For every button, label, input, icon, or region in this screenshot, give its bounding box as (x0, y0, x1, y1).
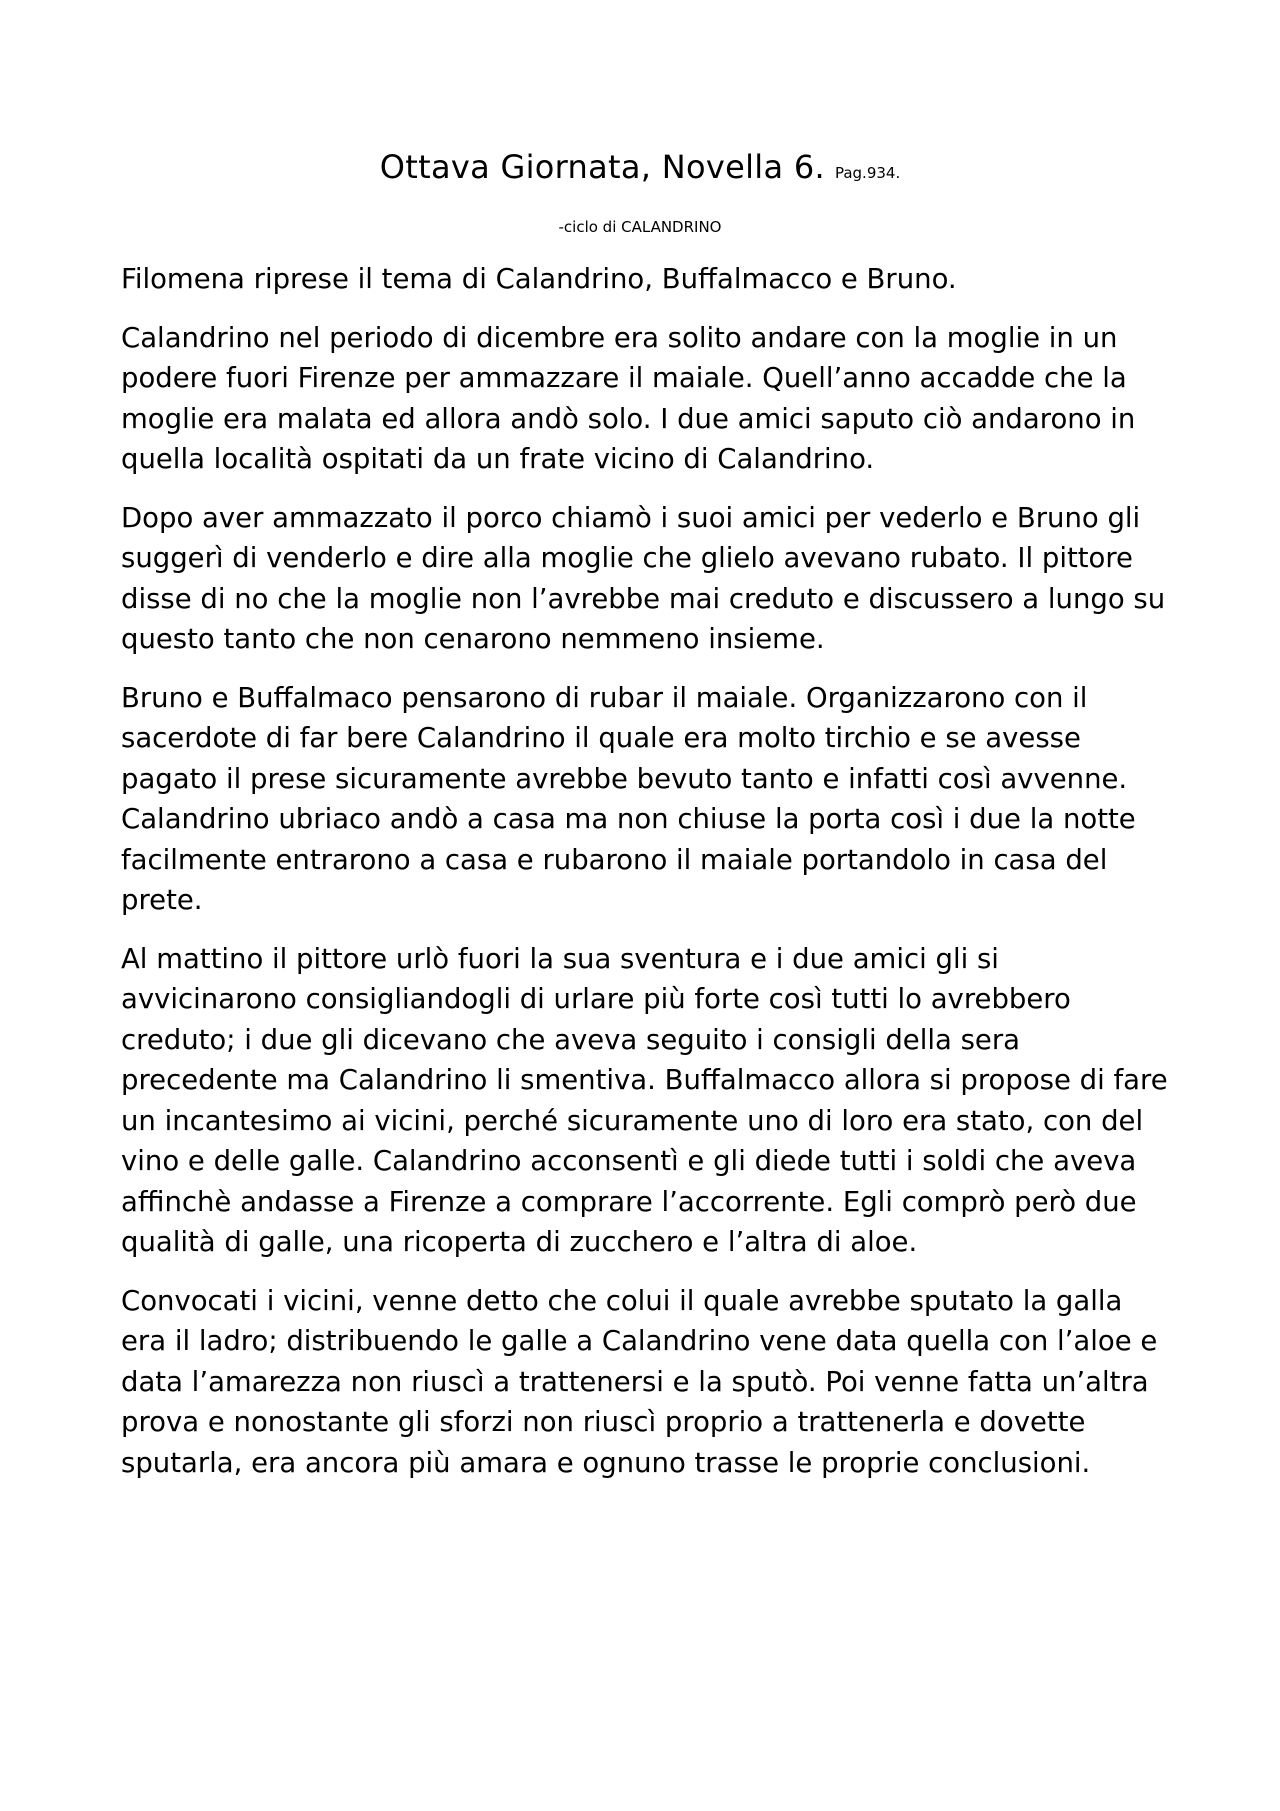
page-reference: Pag.934. (834, 164, 901, 182)
document-body (121, 259, 1171, 1501)
document-title: Ottava Giornata, Novella 6. (379, 148, 825, 186)
document-subtitle: -ciclo di CALANDRINO (558, 218, 722, 236)
paragraph: Dopo aver ammazzato il porco chiamò i suoi amici per vederlo e Bruno gli suggerì di venderlo e dire alla moglie che glielo avevano rubato. Il pittore disse di no che la moglie non l’avrebbe mai creduto e discussero a lungo su questo tanto che non cenarono nemmeno insieme. (121, 501, 1166, 655)
paragraph: Filomena riprese il tema di Calandrino, Buffalmacco e Bruno. (121, 263, 957, 295)
paragraph: Convocati i vicini, venne detto che colui il quale avrebbe sputato la galla era il ladro; distribuendo le galle a Calandrino vene data quella con l’aloe e data l’amarezza non riuscì a trattenersi e la sputò. Poi venne fatta un’altra prova e nonostante gli sforzi non riuscì proprio a trattenerla e dovette sputarla, era ancora più amara e ognuno trasse le proprie conclusioni. (121, 1284, 1158, 1479)
paragraph: Calandrino nel periodo di dicembre era solito andare con la moglie in un podere fuori Firenze per ammazzare il maiale. Quell’anno accadde che la moglie era malata ed allora andò solo. I due amici saputo ciò andarono in quella località ospitati da un frate vicino di Calandrino. (121, 321, 1136, 475)
paragraph: Bruno e Buffalmaco pensarono di rubar il maiale. Organizzarono con il sacerdote di far bere Calandrino il quale era molto tirchio e se avesse pagato il prese sicuramente avrebbe bevuto tanto e infatti così avvenne. Calandrino ubriaco andò a casa ma non chiuse la porta così i due la notte facilmente entrarono a casa e rubarono il maiale portandolo in casa del prete. (121, 681, 1136, 916)
title-line (0, 148, 1280, 186)
paragraph: Al mattino il pittore urlò fuori la sua sventura e i due amici gli si avvicinarono consigliandogli di urlare più forte così tutti lo avrebbero creduto; i due gli dicevano che aveva seguito i consigli della sera precedente ma Calandrino li smentiva. Buffalmacco allora si propose di fare un incantesimo ai vicini, perché sicuramente uno di loro era stato, con del vino e delle galle. Calandrino acconsentì e gli diede tutti i soldi che aveva affinchè andasse a Firenze a comprare l’accorrente. Egli comprò però due qualità di galle, una ricoperta di zucchero e l’altra di aloe. (121, 942, 1168, 1258)
